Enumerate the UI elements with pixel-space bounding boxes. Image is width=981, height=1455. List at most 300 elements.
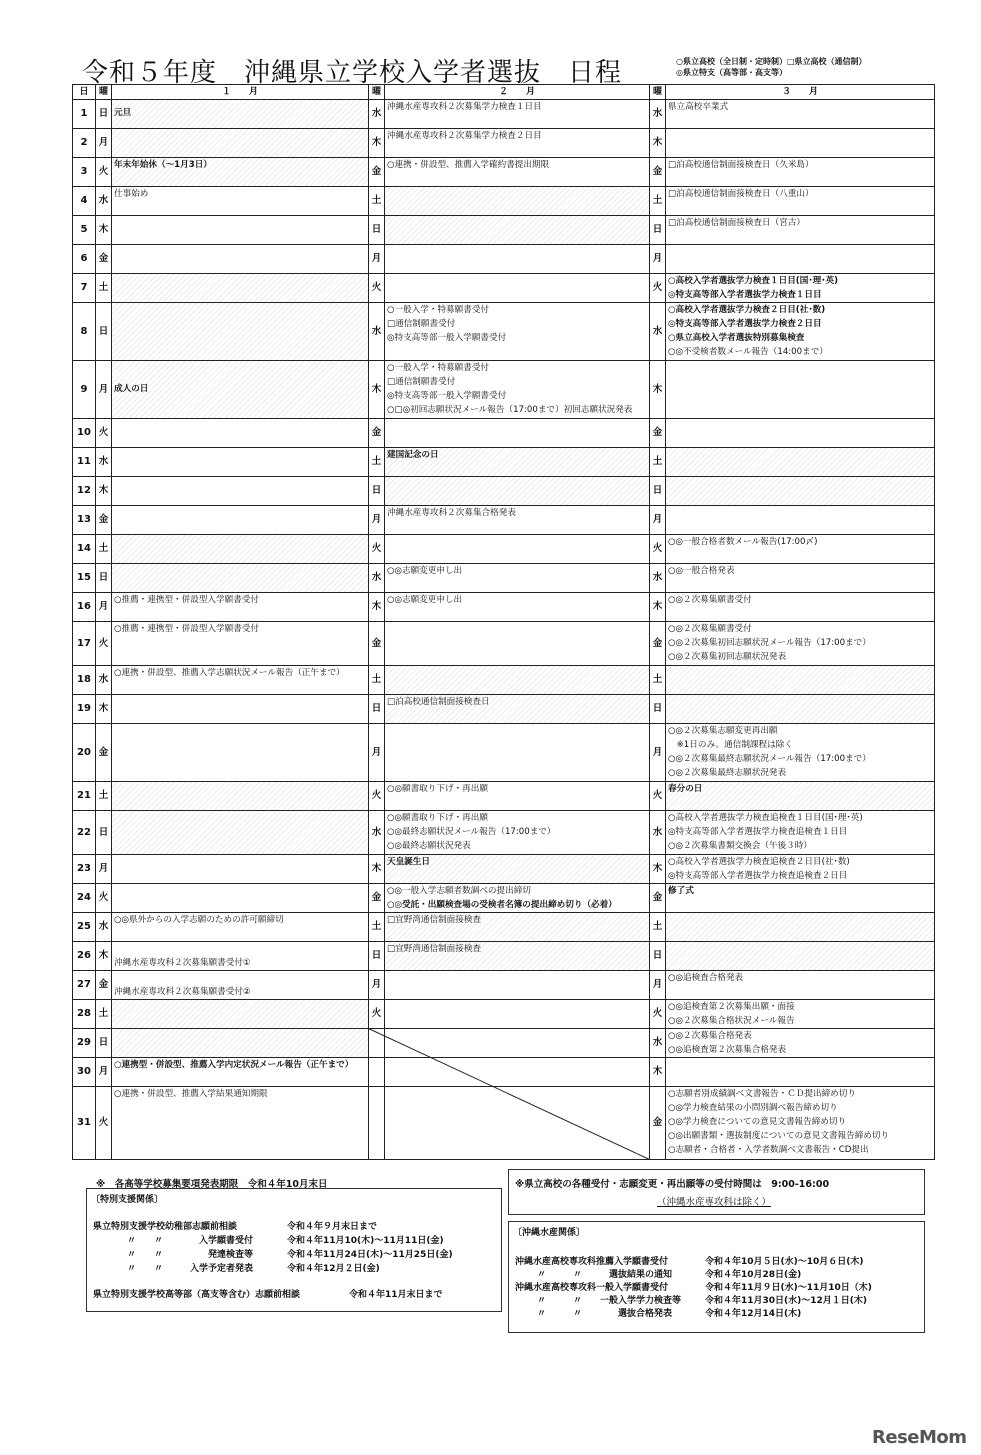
header-jan: １ 月 bbox=[112, 85, 369, 100]
table-header bbox=[73, 85, 935, 100]
weekday-cell: 水 bbox=[96, 666, 112, 695]
table-row bbox=[73, 942, 935, 971]
event-text: ○◎一般入学志願者数調べの提出締切 bbox=[387, 886, 531, 896]
event-cell bbox=[112, 971, 369, 1000]
event-text: ○◎志願変更申し出 bbox=[387, 595, 463, 605]
weekday-cell: 日 bbox=[369, 216, 385, 245]
event-cell bbox=[112, 245, 369, 274]
special-date: 令和４年11月10(木)～11月11日(金) bbox=[287, 1236, 444, 1246]
suisan-date: 令和４年10月28日(金) bbox=[705, 1270, 802, 1280]
weekday-cell bbox=[369, 1087, 385, 1160]
weekday-cell: 日 bbox=[96, 100, 112, 129]
weekday-cell: 木 bbox=[96, 695, 112, 724]
event-cell bbox=[385, 100, 650, 129]
table-row bbox=[73, 622, 935, 666]
event-text: ○高校入学者選抜学力検査追検査２日目(社･数) bbox=[668, 857, 850, 867]
event-cell bbox=[666, 1058, 935, 1087]
weekday-cell: 日 bbox=[96, 1029, 112, 1058]
event-cell bbox=[666, 782, 935, 811]
event-text: ○◎追検査第２次募集出願・面接 bbox=[668, 1002, 795, 1012]
day-number: 10 bbox=[73, 419, 96, 448]
table-row bbox=[73, 158, 935, 187]
weekday-cell: 木 bbox=[369, 361, 385, 419]
event-cell bbox=[385, 361, 650, 419]
weekday-cell: 日 bbox=[650, 477, 666, 506]
day-number: 25 bbox=[73, 913, 96, 942]
special-date: 令和４年12月２日(金) bbox=[287, 1264, 380, 1274]
event-cell bbox=[666, 1029, 935, 1058]
weekday-cell: 金 bbox=[96, 506, 112, 535]
legend-line: ○県立高校（全日制・定時制）□県立高校（通信制） bbox=[676, 57, 867, 66]
table-row bbox=[73, 913, 935, 942]
event-text: □泊高校通信制面接検査日（宮古） bbox=[668, 218, 806, 228]
event-text: ○◎２次募集願書受付 bbox=[668, 595, 752, 605]
event-text: ○高校入学者選抜学力検査追検査１日目(国･理･英) bbox=[668, 813, 863, 823]
event-cell bbox=[666, 506, 935, 535]
event-text: □通信制願書受付 bbox=[387, 377, 456, 387]
event-text: □泊高校通信制面接検査日（久米島） bbox=[668, 160, 814, 170]
table-row bbox=[73, 216, 935, 245]
event-cell bbox=[112, 419, 369, 448]
header-dow: 曜 bbox=[96, 85, 112, 100]
event-cell bbox=[666, 274, 935, 303]
table-row bbox=[73, 419, 935, 448]
event-cell bbox=[385, 535, 650, 564]
day-number: 2 bbox=[73, 129, 96, 158]
weekday-cell: 月 bbox=[650, 245, 666, 274]
day-number: 27 bbox=[73, 971, 96, 1000]
day-number: 5 bbox=[73, 216, 96, 245]
suisan-heading: 〔沖縄水産関係〕 bbox=[513, 1228, 586, 1238]
table-row bbox=[73, 129, 935, 158]
event-text: 沖縄水産専攻科２次募集合格発表 bbox=[387, 508, 516, 518]
table-row bbox=[73, 477, 935, 506]
event-cell bbox=[385, 1087, 650, 1160]
event-cell bbox=[666, 971, 935, 1000]
weekday-cell: 金 bbox=[650, 622, 666, 666]
weekday-cell: 日 bbox=[650, 216, 666, 245]
table-row bbox=[73, 782, 935, 811]
day-number: 23 bbox=[73, 855, 96, 884]
event-text: ○◎追検査第２次募集合格発表 bbox=[668, 1045, 787, 1055]
event-text: ○連携型・併設型、推薦入学内定状況メール報告（正午まで） bbox=[114, 1060, 354, 1070]
weekday-cell: 木 bbox=[650, 361, 666, 419]
special-date: 令和４年９月末日まで bbox=[287, 1222, 378, 1232]
table-row bbox=[73, 448, 935, 477]
special-item: 〃 〃 入学願書受付 bbox=[127, 1236, 254, 1246]
event-text: ○◎２次募集最終志願状況メール報告（17:00まで） bbox=[668, 754, 871, 764]
weekday-cell: 木 bbox=[369, 855, 385, 884]
day-number: 24 bbox=[73, 884, 96, 913]
event-text: ○◎一般合格者数メール報告(17:00〆) bbox=[668, 537, 818, 547]
event-text: 沖縄水産専攻科２次募集願書受付① bbox=[114, 958, 251, 968]
day-number: 3 bbox=[73, 158, 96, 187]
day-number: 20 bbox=[73, 724, 96, 782]
event-text: □泊高校通信制面接検査日（八重山） bbox=[668, 189, 814, 199]
event-cell bbox=[666, 535, 935, 564]
event-text: 仕事始め bbox=[114, 189, 149, 199]
day-number: 17 bbox=[73, 622, 96, 666]
event-cell bbox=[112, 477, 369, 506]
event-text: 元旦 bbox=[114, 108, 132, 118]
weekday-cell: 日 bbox=[96, 303, 112, 361]
day-number: 18 bbox=[73, 666, 96, 695]
suisan-item: 沖縄水産高校専攻科一般入学願書受付 bbox=[515, 1283, 669, 1293]
event-cell bbox=[666, 811, 935, 855]
day-number: 4 bbox=[73, 187, 96, 216]
event-cell bbox=[385, 666, 650, 695]
weekday-cell: 月 bbox=[96, 361, 112, 419]
special-item: 県立特別支援学校幼稚部志願前相談 bbox=[93, 1222, 238, 1232]
special-item: 県立特別支援学校高等部（高支等含む）志願前相談 bbox=[93, 1290, 301, 1300]
weekday-cell: 月 bbox=[96, 855, 112, 884]
day-number: 28 bbox=[73, 1000, 96, 1029]
event-cell bbox=[385, 724, 650, 782]
weekday-cell: 木 bbox=[369, 129, 385, 158]
event-cell bbox=[385, 129, 650, 158]
weekday-cell: 水 bbox=[369, 811, 385, 855]
event-text: ○◎２次募集合格状況メール報告 bbox=[668, 1016, 795, 1026]
weekday-cell: 月 bbox=[650, 724, 666, 782]
event-cell bbox=[385, 1058, 650, 1087]
suisan-item: 〃 〃 選抜結果の通知 bbox=[537, 1270, 673, 1280]
event-text: ○◎２次募集最終志願状況発表 bbox=[668, 768, 787, 778]
event-text: ○◎２次募集願書受付 bbox=[668, 624, 752, 634]
special-date: 令和４年11月24日(木)～11月25日(金) bbox=[287, 1250, 453, 1260]
event-text: ○◎２次募集初回志願状況メール報告（17:00まで） bbox=[668, 638, 871, 648]
event-cell bbox=[112, 884, 369, 913]
header-feb: ２ 月 bbox=[385, 85, 650, 100]
weekday-cell: 日 bbox=[369, 477, 385, 506]
event-cell bbox=[666, 448, 935, 477]
weekday-cell: 火 bbox=[650, 1000, 666, 1029]
weekday-cell: 木 bbox=[650, 593, 666, 622]
resemom-logo: ReseMom bbox=[872, 1427, 967, 1448]
event-cell bbox=[666, 724, 935, 782]
special-item: 〃 〃 発達検査等 bbox=[127, 1250, 254, 1260]
special-date: 令和４年11月末日まで bbox=[349, 1290, 443, 1300]
table-row bbox=[73, 1000, 935, 1029]
event-text: ※1日のみ。通信制課程は除く bbox=[668, 740, 793, 750]
event-text bbox=[114, 942, 366, 956]
event-text: ○◎不受検者数メール報告（14:00まで） bbox=[668, 347, 828, 357]
event-cell bbox=[385, 506, 650, 535]
day-number: 29 bbox=[73, 1029, 96, 1058]
suisan-date: 令和４年10月５日(水)～10月６日(木) bbox=[705, 1257, 864, 1267]
event-cell bbox=[112, 535, 369, 564]
weekday-cell: 火 bbox=[96, 419, 112, 448]
reception-time-box bbox=[508, 1169, 925, 1215]
weekday-cell: 金 bbox=[650, 1087, 666, 1160]
weekday-cell: 土 bbox=[650, 448, 666, 477]
event-cell bbox=[666, 187, 935, 216]
weekday-cell: 火 bbox=[650, 274, 666, 303]
event-cell bbox=[385, 1029, 650, 1058]
event-cell bbox=[385, 158, 650, 187]
suisan-date: 令和４年12月14日(木) bbox=[705, 1309, 802, 1319]
weekday-cell: 水 bbox=[650, 811, 666, 855]
weekday-cell: 水 bbox=[96, 187, 112, 216]
event-text: 沖縄水産専攻科２次募集学力検査１日目 bbox=[387, 102, 542, 112]
event-text: ○志願者別成績調べ文書報告・ＣＤ提出締め切り bbox=[668, 1089, 856, 1099]
legend bbox=[676, 56, 867, 78]
event-cell bbox=[385, 593, 650, 622]
event-cell bbox=[666, 419, 935, 448]
event-cell bbox=[666, 666, 935, 695]
event-cell bbox=[112, 593, 369, 622]
weekday-cell: 日 bbox=[369, 942, 385, 971]
table-row bbox=[73, 274, 935, 303]
table-row bbox=[73, 724, 935, 782]
table-row bbox=[73, 1087, 935, 1160]
day-number: 12 bbox=[73, 477, 96, 506]
weekday-cell: 土 bbox=[96, 274, 112, 303]
weekday-cell: 水 bbox=[96, 913, 112, 942]
event-cell bbox=[385, 913, 650, 942]
day-number: 30 bbox=[73, 1058, 96, 1087]
event-cell bbox=[666, 1087, 935, 1160]
event-cell bbox=[112, 913, 369, 942]
day-number: 26 bbox=[73, 942, 96, 971]
event-text: 天皇誕生日 bbox=[387, 857, 430, 867]
event-text: ○◎県外からの入学志願のための許可願締切 bbox=[114, 915, 284, 925]
event-cell bbox=[666, 129, 935, 158]
table-row bbox=[73, 971, 935, 1000]
table-row bbox=[73, 187, 935, 216]
event-cell bbox=[112, 216, 369, 245]
event-cell bbox=[385, 245, 650, 274]
event-cell bbox=[385, 811, 650, 855]
event-cell bbox=[385, 216, 650, 245]
suisan-date: 令和４年11月９日(水)～11月10日（木) bbox=[705, 1283, 872, 1293]
weekday-cell: 月 bbox=[650, 971, 666, 1000]
event-text: ○推薦・連携型・併設型入学願書受付 bbox=[114, 624, 259, 634]
weekday-cell: 木 bbox=[96, 477, 112, 506]
weekday-cell: 水 bbox=[369, 564, 385, 593]
day-number: 21 bbox=[73, 782, 96, 811]
weekday-cell: 火 bbox=[369, 535, 385, 564]
event-text: ○□◎初回志願状況メール報告（17:00まで）初回志願状況発表 bbox=[387, 405, 633, 415]
event-text: ○県立高校入学者選抜特別募集検査 bbox=[668, 333, 805, 343]
event-text: □宜野湾通信制面接検査 bbox=[387, 915, 482, 925]
table-row bbox=[73, 855, 935, 884]
weekday-cell: 月 bbox=[369, 971, 385, 1000]
event-cell bbox=[666, 216, 935, 245]
special-heading: 〔特別支援関係〕 bbox=[91, 1195, 164, 1205]
special-support-box bbox=[86, 1188, 502, 1312]
table-row bbox=[73, 811, 935, 855]
weekday-cell: 土 bbox=[369, 666, 385, 695]
event-cell bbox=[112, 1029, 369, 1058]
weekday-cell: 火 bbox=[650, 535, 666, 564]
table-row bbox=[73, 361, 935, 419]
weekday-cell: 土 bbox=[96, 1000, 112, 1029]
event-cell bbox=[112, 187, 369, 216]
weekday-cell: 日 bbox=[650, 942, 666, 971]
day-number: 7 bbox=[73, 274, 96, 303]
event-text: ◎特支高等部一般入学願書受付 bbox=[387, 391, 507, 401]
table-row bbox=[73, 884, 935, 913]
event-cell bbox=[666, 593, 935, 622]
legend-line: ◎県立特支（高等部・高支等） bbox=[676, 68, 787, 77]
event-text: 沖縄水産専攻科２次募集学力検査２日目 bbox=[387, 131, 542, 141]
suisan-box bbox=[508, 1221, 925, 1333]
weekday-cell: 金 bbox=[650, 419, 666, 448]
event-text: ○◎学力検査結果の小問別調べ報告締め切り bbox=[668, 1103, 838, 1113]
special-item: 〃 〃 入学予定者発表 bbox=[127, 1264, 254, 1274]
event-cell bbox=[112, 448, 369, 477]
weekday-cell: 火 bbox=[96, 1087, 112, 1160]
weekday-cell: 月 bbox=[650, 506, 666, 535]
event-text: □泊高校通信制面接検査日 bbox=[387, 697, 490, 707]
weekday-cell: 月 bbox=[96, 1058, 112, 1087]
day-number: 31 bbox=[73, 1087, 96, 1160]
event-cell bbox=[666, 303, 935, 361]
event-cell bbox=[385, 695, 650, 724]
event-cell bbox=[666, 100, 935, 129]
weekday-cell: 月 bbox=[96, 593, 112, 622]
event-text: ○◎最終志願状況発表 bbox=[387, 841, 471, 851]
event-text: ○◎願書取り下げ・再出願 bbox=[387, 784, 488, 794]
weekday-cell: 火 bbox=[369, 1000, 385, 1029]
weekday-cell: 水 bbox=[369, 100, 385, 129]
day-number: 1 bbox=[73, 100, 96, 129]
event-cell bbox=[112, 942, 369, 971]
day-number: 19 bbox=[73, 695, 96, 724]
table-row bbox=[73, 695, 935, 724]
event-text: ○◎学力検査についての意見文書報告締め切り bbox=[668, 1117, 847, 1127]
suisan-item: 沖縄水産高校専攻科推薦入学願書受付 bbox=[515, 1257, 669, 1267]
weekday-cell: 月 bbox=[369, 724, 385, 782]
weekday-cell: 金 bbox=[369, 158, 385, 187]
event-text: ◎特支高等部一般入学願書受付 bbox=[387, 333, 507, 343]
event-cell bbox=[385, 477, 650, 506]
weekday-cell: 土 bbox=[96, 782, 112, 811]
event-text: ○◎出願書類・選抜制度についての意見文書報告締め切り bbox=[668, 1131, 890, 1141]
weekday-cell: 土 bbox=[369, 187, 385, 216]
weekday-cell: 火 bbox=[96, 884, 112, 913]
weekday-cell: 土 bbox=[369, 448, 385, 477]
weekday-cell bbox=[369, 1029, 385, 1058]
weekday-cell: 金 bbox=[369, 884, 385, 913]
day-number: 15 bbox=[73, 564, 96, 593]
event-cell bbox=[112, 855, 369, 884]
event-cell bbox=[385, 782, 650, 811]
page-title: 令和５年度 沖縄県立学校入学者選抜 日程 bbox=[82, 58, 623, 88]
weekday-cell: 土 bbox=[650, 913, 666, 942]
weekday-cell: 日 bbox=[369, 695, 385, 724]
weekday-cell: 水 bbox=[96, 448, 112, 477]
event-text: ○◎受託・出願検査場の受検者名簿の提出締め切り（必着） bbox=[387, 900, 617, 910]
weekday-cell: 日 bbox=[96, 811, 112, 855]
event-text bbox=[114, 971, 366, 985]
suisan-item: 〃 〃 一般入学学力検査等 bbox=[537, 1296, 682, 1306]
weekday-cell: 土 bbox=[650, 666, 666, 695]
event-text: ○◎２次募集初回志願状況発表 bbox=[668, 652, 787, 662]
weekday-cell: 金 bbox=[369, 419, 385, 448]
event-cell bbox=[385, 622, 650, 666]
event-text: 春分の日 bbox=[668, 784, 703, 794]
event-text: ○連携・併設型、推薦入学志願状況メール報告（正午まで） bbox=[114, 668, 345, 678]
weekday-cell bbox=[369, 1058, 385, 1087]
day-number: 13 bbox=[73, 506, 96, 535]
event-cell bbox=[112, 274, 369, 303]
event-text: ○◎志願変更申し出 bbox=[387, 566, 463, 576]
event-text: ○推薦・連携型・併設型入学願書受付 bbox=[114, 595, 259, 605]
suisan-date: 令和４年11月30日(水)～12月１日(木) bbox=[705, 1296, 868, 1306]
event-text: ○一般入学・特募願書受付 bbox=[387, 305, 490, 315]
weekday-cell: 水 bbox=[650, 564, 666, 593]
schedule-table bbox=[72, 84, 935, 1160]
event-cell bbox=[112, 622, 369, 666]
event-cell bbox=[112, 782, 369, 811]
event-cell bbox=[112, 129, 369, 158]
table-row bbox=[73, 1058, 935, 1087]
table-row bbox=[73, 506, 935, 535]
weekday-cell: 金 bbox=[369, 622, 385, 666]
weekday-cell: 日 bbox=[96, 564, 112, 593]
event-cell bbox=[666, 855, 935, 884]
weekday-cell: 水 bbox=[650, 303, 666, 361]
event-text: ○高校入学者選抜学力検査１日目(国･理･英) bbox=[668, 276, 839, 286]
weekday-cell: 金 bbox=[96, 971, 112, 1000]
event-cell bbox=[666, 884, 935, 913]
event-cell bbox=[666, 695, 935, 724]
weekday-cell: 木 bbox=[650, 129, 666, 158]
event-cell bbox=[112, 564, 369, 593]
event-cell bbox=[385, 884, 650, 913]
event-text: □宜野湾通信制面接検査 bbox=[387, 944, 482, 954]
event-text: ◎特支高等部入学者選抜学力検査追検査１日目 bbox=[668, 827, 848, 837]
table-row bbox=[73, 666, 935, 695]
event-cell bbox=[112, 361, 369, 419]
weekday-cell: 日 bbox=[650, 695, 666, 724]
event-cell bbox=[385, 942, 650, 971]
event-cell bbox=[112, 303, 369, 361]
event-cell bbox=[385, 274, 650, 303]
weekday-cell: 水 bbox=[650, 1029, 666, 1058]
header-day: 日 bbox=[73, 85, 96, 100]
guideline-note: ※ 各高等学校募集要項発表期限 令和４年10月末日 bbox=[96, 1179, 328, 1190]
event-cell bbox=[112, 666, 369, 695]
event-cell bbox=[385, 303, 650, 361]
event-cell bbox=[666, 158, 935, 187]
table-row bbox=[73, 303, 935, 361]
event-text: ○連携・併設型、推薦入学結果通知期限 bbox=[114, 1089, 268, 1099]
weekday-cell: 月 bbox=[369, 506, 385, 535]
day-number: 14 bbox=[73, 535, 96, 564]
weekday-cell: 土 bbox=[650, 187, 666, 216]
table-row bbox=[73, 245, 935, 274]
header-dow: 曜 bbox=[650, 85, 666, 100]
event-cell bbox=[385, 1000, 650, 1029]
event-text: ○◎２次募集合格発表 bbox=[668, 1031, 752, 1041]
event-cell bbox=[112, 158, 369, 187]
day-number: 9 bbox=[73, 361, 96, 419]
event-text: 年末年始休（～1月3日） bbox=[114, 160, 212, 170]
event-cell bbox=[112, 506, 369, 535]
weekday-cell: 金 bbox=[96, 245, 112, 274]
event-cell bbox=[666, 477, 935, 506]
table-row bbox=[73, 564, 935, 593]
weekday-cell: 水 bbox=[650, 100, 666, 129]
weekday-cell: 火 bbox=[96, 158, 112, 187]
event-text: ○◎最終志願状況メール報告（17:00まで） bbox=[387, 827, 556, 837]
event-cell bbox=[666, 942, 935, 971]
table-row bbox=[73, 1029, 935, 1058]
weekday-cell: 金 bbox=[96, 724, 112, 782]
event-cell bbox=[385, 448, 650, 477]
